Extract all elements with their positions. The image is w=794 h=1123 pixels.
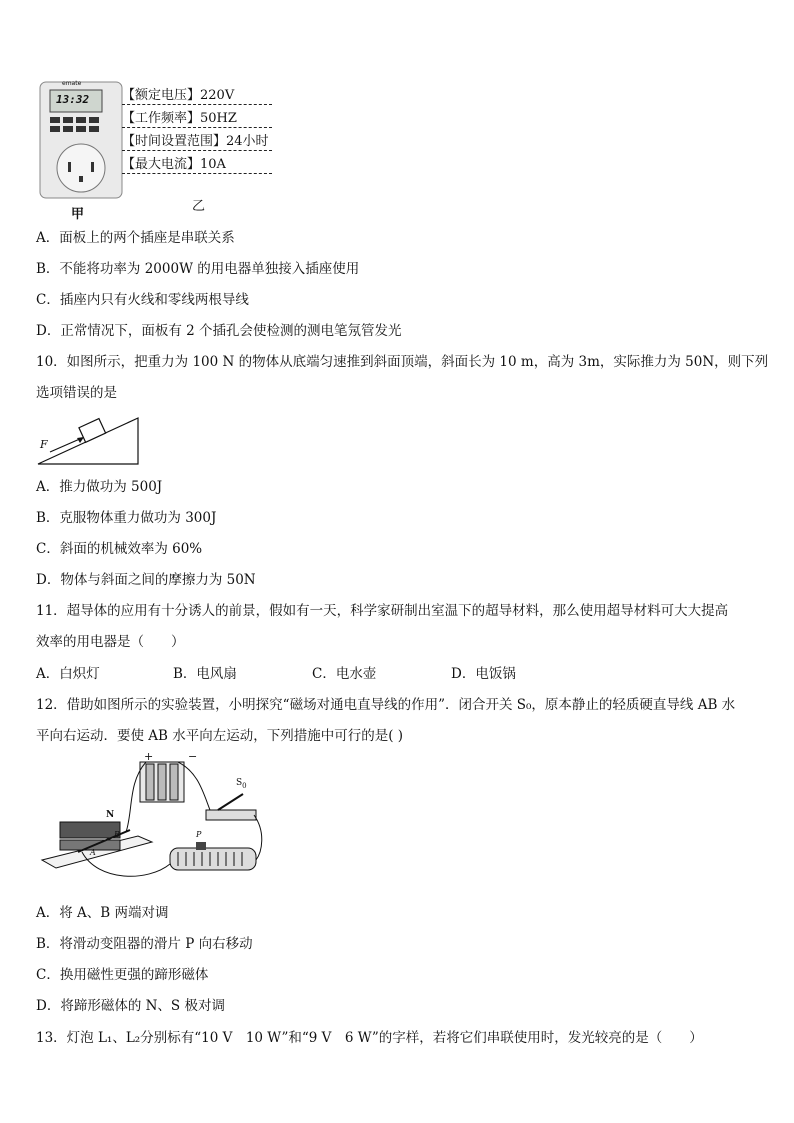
q11-option-b: B．电风扇	[173, 666, 237, 682]
slider-p-label: P	[196, 830, 202, 839]
battery-plus: +	[144, 750, 154, 763]
q12-stem-line2: 平向右运动．要使 AB 水平向左运动，下列措施中可行的是( )	[36, 728, 404, 744]
device-brand: emate	[62, 80, 82, 87]
timer-socket-figure	[36, 80, 126, 205]
q12-stem-line1: 12．借助如图所示的实验装置，小明探究“磁场对通电直导线的作用”．闭合开关 S₀，原本静止的轻质硬直导线 AB 水	[36, 697, 736, 713]
q10-option-d: D．物体与斜面之间的摩擦力为 50N	[36, 572, 256, 588]
q11-option-c: C．电水壶	[312, 666, 377, 682]
switch	[206, 794, 256, 820]
q10-option-b: B．克服物体重力做功为 300J	[36, 510, 217, 526]
q12-option-d: D．将蹄形磁体的 N、S 极对调	[36, 998, 225, 1014]
q12-option-a: A．将 A、B 两端对调	[36, 905, 169, 921]
q13-stem-line1: 13．灯泡 L₁、L₂分别标有“10 V 10 W”和“9 V 6 W”的字样，若将它们串联使用时，发光较亮的是（ ）	[36, 1030, 703, 1046]
q12-option-c: C．换用磁性更强的蹄形磁体	[36, 967, 209, 983]
incline-figure	[36, 412, 146, 468]
spec-voltage: 【额定电压】220V	[122, 88, 272, 105]
magnet-circuit-figure	[38, 752, 268, 900]
q11-option-d: D．电饭锅	[451, 666, 516, 682]
wire-end-b-label: B	[114, 830, 120, 839]
label-yi: 乙	[192, 199, 206, 214]
q10-stem-line1: 10．如图所示，把重力为 100 N 的物体从底端匀速推到斜面顶端，斜面长为 10 m，高为 3m，实际推力为 50N，则下列	[36, 354, 769, 370]
q11-stem-line2: 效率的用电器是（ ）	[36, 634, 185, 650]
north-pole-label: N	[106, 810, 115, 820]
device-display: 13:32	[56, 93, 90, 106]
battery	[140, 762, 184, 802]
q9-option-b: B．不能将功率为 2000W 的用电器单独接入插座使用	[36, 261, 360, 277]
battery-minus: −	[188, 750, 198, 763]
q10-stem-line2: 选项错误的是	[36, 385, 117, 401]
q11-stem-line1: 11．超导体的应用有十分诱人的前景，假如有一天，科学家研制出室温下的超导材料，那么使用超导材料可大大提高	[36, 603, 729, 619]
wire-end-a-label: A	[90, 848, 96, 857]
rheostat	[170, 842, 256, 870]
q9-option-a: A．面板上的两个插座是串联关系	[36, 230, 235, 246]
q9-option-c: C．插座内只有火线和零线两根导线	[36, 292, 249, 308]
q11-options-row	[36, 665, 516, 683]
q10-option-c: C．斜面的机械效率为 60%	[36, 541, 203, 557]
magnet-circuit-drawing	[38, 752, 268, 900]
q9-option-d: D．正常情况下，面板有 2 个插孔会使检测的测电笔氖管发光	[36, 323, 402, 339]
switch-label: $S_0$	[236, 778, 247, 790]
q11-option-a: A．白炽灯	[36, 666, 100, 682]
force-label: F	[40, 438, 48, 451]
spec-frequency: 【工作频率】50HZ	[122, 111, 272, 128]
label-jia: 甲	[71, 207, 85, 222]
spec-time-range: 【时间设置范围】24小时	[122, 134, 272, 151]
spec-max-current: 【最大电流】10A	[122, 157, 272, 174]
q12-option-b: B．将滑动变阻器的滑片 P 向右移动	[36, 936, 253, 952]
incline-drawing	[36, 412, 146, 468]
q10-option-a: A．推力做功为 500J	[36, 479, 163, 495]
